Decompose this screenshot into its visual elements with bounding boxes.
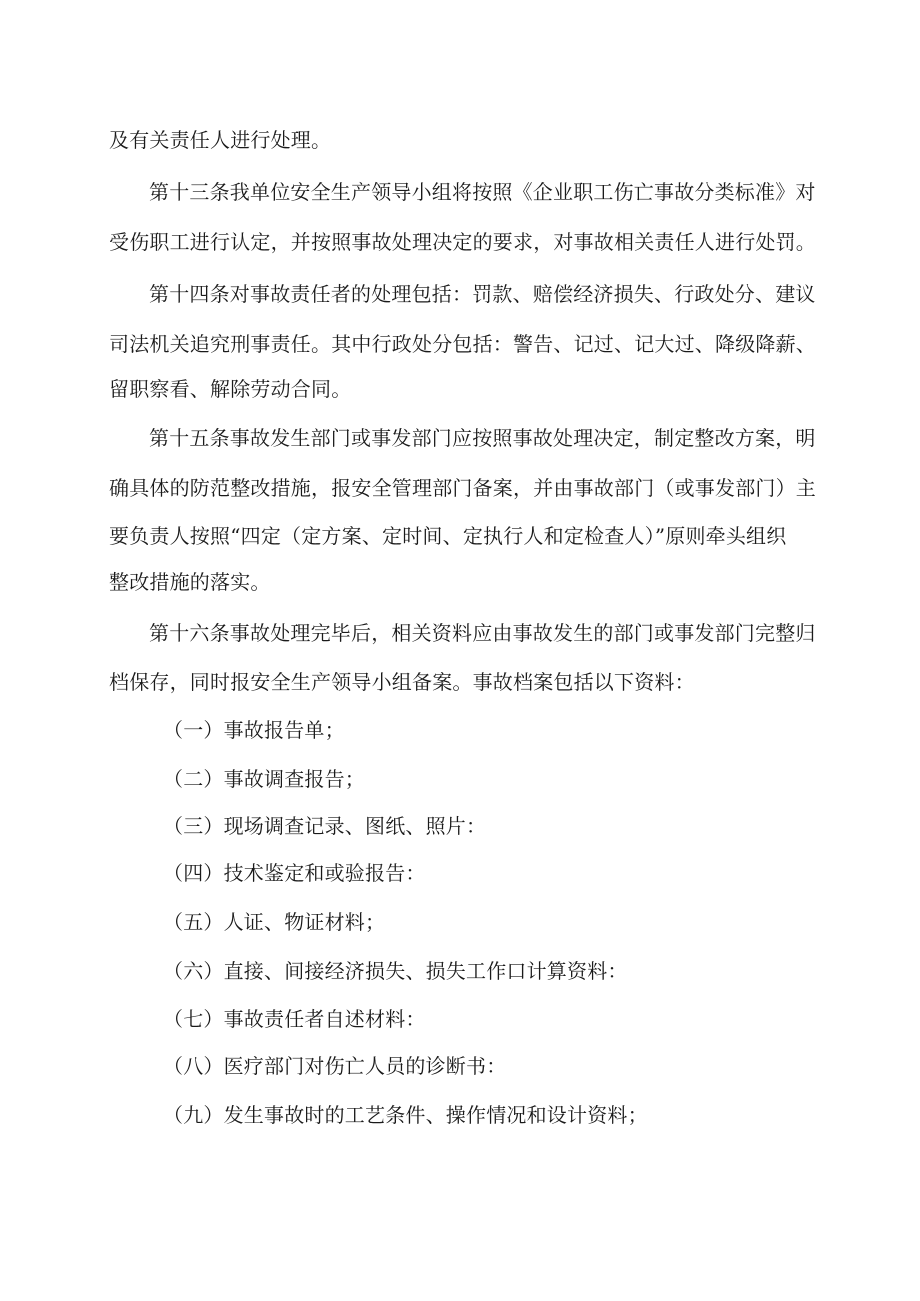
- text-line: 确具体的防范整改措施，报安全管理部门备案，并由事故部门（或事发部门）主: [109, 476, 816, 500]
- list-item: （二）事故调查报告；: [163, 767, 365, 791]
- text-line: 第十五条事故发生部门或事发部门应按照事故处理决定，制定整改方案，明: [149, 426, 816, 450]
- text-line: 及有关责任人进行处理。: [109, 128, 332, 152]
- text-line: 第十三条我单位安全生产领导小组将按照《企业职工伤亡事故分类标准》对: [149, 180, 816, 204]
- list-item: （三）现场调查记录、图纸、照片：: [163, 814, 487, 838]
- text-line: 留职察看、解除劳动合同。: [109, 377, 352, 401]
- list-item: （九）发生事故时的工艺条件、操作情况和设计资料；: [163, 1103, 648, 1127]
- text-line: 受伤职工进行认定，并按照事故处理决定的要求，对事故相关责任人进行处罚。: [109, 230, 816, 254]
- list-item: （一）事故报告单；: [163, 718, 345, 742]
- text-line: 第十四条对事故责任者的处理包括：罚款、赔偿经济损失、行政处分、建议: [149, 282, 816, 306]
- list-item: （四）技术鉴定和或验报告：: [163, 861, 426, 885]
- list-item: （五）人证、物证材料；: [163, 910, 386, 934]
- list-item: （七）事故责任者自述材料：: [163, 1007, 426, 1031]
- text-line: 司法机关追究刑事责任。其中行政处分包括：警告、记过、记大过、降级降薪、: [109, 332, 816, 356]
- text-line: 整改措施的落实。: [109, 570, 271, 594]
- text-line: 第十六条事故处理完毕后，相关资料应由事故发生的部门或事发部门完整归: [149, 621, 816, 645]
- list-item: （六）直接、间接经济损失、损失工作口计算资料：: [163, 959, 628, 983]
- list-item: （八）医疗部门对伤亡人员的诊断书：: [163, 1054, 507, 1078]
- text-line: 要负责人按照“四定（定方案、定时间、定执行人和定检查人）”原则牵头组织: [109, 524, 787, 548]
- text-line: 档保存，同时报安全生产领导小组备案。事故档案包括以下资料：: [109, 670, 695, 694]
